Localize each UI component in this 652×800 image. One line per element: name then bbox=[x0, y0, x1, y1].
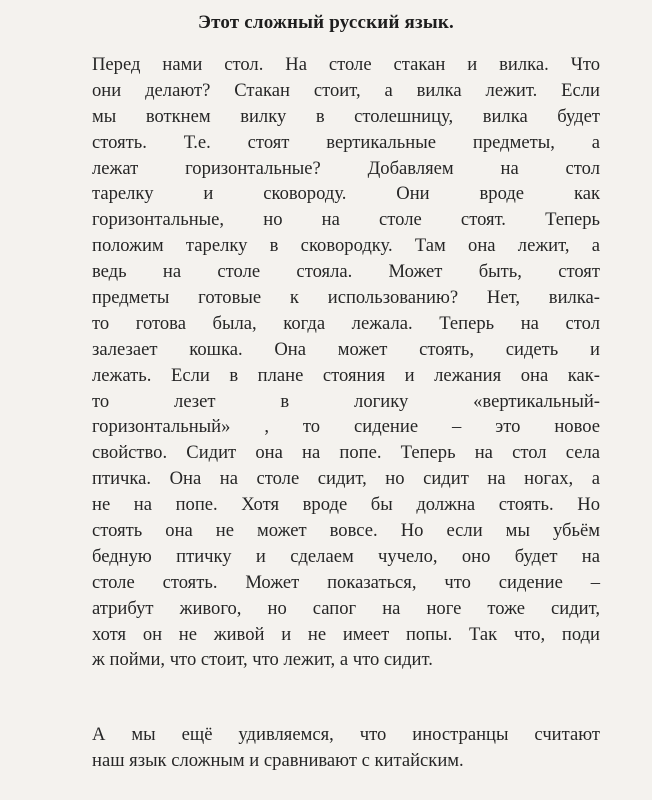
text-line: то лезет в логику «вертикальный- bbox=[92, 390, 600, 412]
text-line: предметы готовые к использованию? Нет, вилка- bbox=[92, 287, 600, 309]
text-line: стоять она не может вовсе. Но если мы убьём bbox=[92, 520, 600, 542]
text-line: атрибут живого, но сапог на ноге тоже сидит, bbox=[92, 597, 600, 619]
paragraph-main bbox=[92, 52, 600, 673]
text-line: лежат горизонтальные? Добавляем на стол bbox=[92, 157, 600, 179]
text-line: Перед нами стол. На столе стакан и вилка. Что bbox=[92, 54, 600, 75]
text-line: не на попе. Хотя вроде бы должна стоять. Но bbox=[92, 494, 600, 516]
document-title: Этот сложный русский язык. bbox=[197, 12, 454, 33]
text-line: лежать. Если в плане стояния и лежания она как- bbox=[92, 364, 600, 386]
text-line: горизонтальный» , то сидение – это новое bbox=[92, 416, 600, 438]
text-line: горизонтальные, но на столе стоят. Теперь bbox=[92, 209, 600, 231]
text-line: наш язык сложным и сравнивают с китайским. bbox=[92, 749, 464, 771]
text-line: стоять. Т.е. стоят вертикальные предметы, а bbox=[92, 131, 600, 153]
text-line: столе стоять. Может показаться, что сидение – bbox=[92, 571, 600, 593]
text-line: птичка. Она на столе сидит, но сидит на ногах, а bbox=[92, 468, 600, 490]
text-line: тарелку и сковороду. Они вроде как bbox=[92, 183, 600, 205]
text-line: они делают? Стакан стоит, а вилка лежит. Если bbox=[92, 79, 600, 101]
text-line: мы воткнем вилку в столешницу, вилка будет bbox=[92, 105, 600, 127]
text-line: то готова была, когда лежала. Теперь на стол bbox=[92, 312, 600, 334]
text-line: бедную птичку и сделаем чучело, оно будет на bbox=[92, 545, 600, 567]
text-line: свойство. Сидит она на попе. Теперь на стол села bbox=[92, 442, 600, 464]
text-line: ведь на столе стояла. Может быть, стоят bbox=[92, 261, 600, 283]
text-line: ж пойми, что стоит, что лежит, а что сидит. bbox=[92, 649, 433, 671]
text-line: А мы ещё удивляемся, что иностранцы считают bbox=[92, 724, 600, 745]
text-line: залезает кошка. Она может стоять, сидеть и bbox=[92, 338, 600, 360]
text-line: положим тарелку в сковородку. Там она лежит, а bbox=[92, 235, 600, 257]
paragraph-closing bbox=[92, 722, 600, 774]
text-line: хотя он не живой и не имеет попы. Так что, поди bbox=[92, 623, 600, 645]
